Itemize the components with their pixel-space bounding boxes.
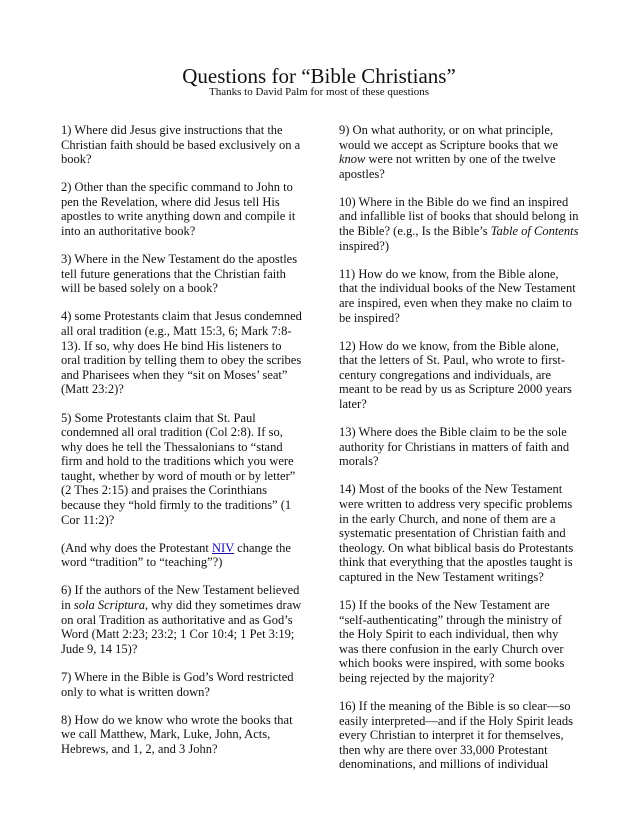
question-6-text-end: , why did they sometimes draw on oral Tradition as authoritative and as God’s Word (Matt 2:23; 23:2; 1 Cor 10:4; 1 Pet 3:19; Jude 9, 14 15)?	[61, 598, 302, 656]
question-8: 8) How do we know who wrote the books that we call Matthew, Mark, Luke, John, Acts, Hebrews, and 1, 2, and 3 John?	[61, 712, 293, 756]
right-column	[339, 123, 579, 786]
question-5: 5) Some Protestants claim that St. Paul condemned all oral tradition (Col 2:8). If so, why does he tell the Thessalonians to “stand firm and hold to the traditions which you were taught, whether by word of mouth or by letter” (2 Thes 2:15) and praises the Corinthians because they “hold firmly to the traditions” (1 Cor 11:2)?	[61, 410, 296, 527]
question-9-text-start: 9) On what authority, or on what principle, would we accept as Scripture books that we	[339, 123, 559, 152]
question-6	[61, 583, 303, 656]
page-subtitle: Thanks to David Palm for most of these questions	[209, 86, 429, 98]
question-7: 7) Where in the Bible is God’s Word restricted only to what is written down?	[61, 669, 294, 699]
question-10	[339, 195, 579, 253]
question-9-text-end: were not written by one of the twelve apostles?	[339, 152, 556, 181]
left-column	[61, 123, 303, 770]
page-title: Questions for “Bible Christians”	[182, 64, 456, 88]
question-1: 1) Where did Jesus give instructions that the Christian faith should be based exclusively on a book?	[61, 123, 301, 167]
question-10-text-start: 10) Where in the Bible do we find an inspired and infallible list of books that should belong in the Bible? (e.g., Is the Bible’s	[339, 194, 579, 239]
niv-note-text-start: (And why does the Protestant	[61, 540, 213, 555]
question-2: 2) Other than the specific command to John to pen the Revelation, where did Jesus tell His apostles to write anything down and compile it into an authoritative book?	[61, 180, 296, 239]
question-16: 16) If the meaning of the Bible is so clear—so easily interpreted—and if the Holy Spirit leads every Christian to interpret it for themselves, then why are there over 33,000 Protestant denominations, and millions of individual	[339, 699, 573, 772]
question-10-text-end: inspired?)	[339, 238, 389, 253]
question-9-emphasis: know	[339, 152, 366, 167]
niv-note	[61, 541, 303, 570]
question-15: 15) If the books of the New Testament are “self-authenticating” through the ministry of the Holy Spirit to each individual, then why was there confusion in the early Church over which books were inspired, with some books being rejected by the majority?	[339, 598, 565, 685]
niv-link[interactable]: NIV	[212, 540, 235, 555]
question-6-text-start: 6) If the authors of the New Testament believed in	[61, 583, 300, 613]
niv-note-text-end: change the word “tradition” to “teaching”?)	[61, 540, 291, 570]
question-12: 12) How do we know, from the Bible alone, that the letters of St. Paul, who wrote to first-century congregations and individuals, are meant to be read by us as Scripture 2000 years later?	[339, 338, 572, 411]
question-3: 3) Where in the New Testament do the apostles tell future generations that the Christian faith will be based solely on a book?	[61, 252, 298, 296]
question-13: 13) Where does the Bible claim to be the sole authority for Christians in matters of faith and morals?	[339, 425, 570, 469]
question-11: 11) How do we know, from the Bible alone, that the individual books of the New Testament are inspired, even when they make no claim to be inspired?	[339, 266, 576, 325]
question-14: 14) Most of the books of the New Testament were written to address very specific problems in the early Church, and none of them are a systematic presentation of Christian faith and theology. On what biblical basis do Protestants think that everything that the apostles taught is captured in the New Testament writings?	[339, 482, 574, 584]
question-9	[339, 123, 579, 181]
question-6-emphasis: sola Scriptura	[73, 598, 146, 613]
question-4: 4) some Protestants claim that Jesus condemned all oral tradition (e.g., Matt 15:3, 6; Mark 7:8-13). If so, why does He bind His listeners to oral tradition by telling them to obey the scribes and Pharisees when they “sit on Moses’ seat” (Matt 23:2)?	[61, 309, 302, 397]
question-10-emphasis: Table of Contents	[490, 224, 579, 239]
